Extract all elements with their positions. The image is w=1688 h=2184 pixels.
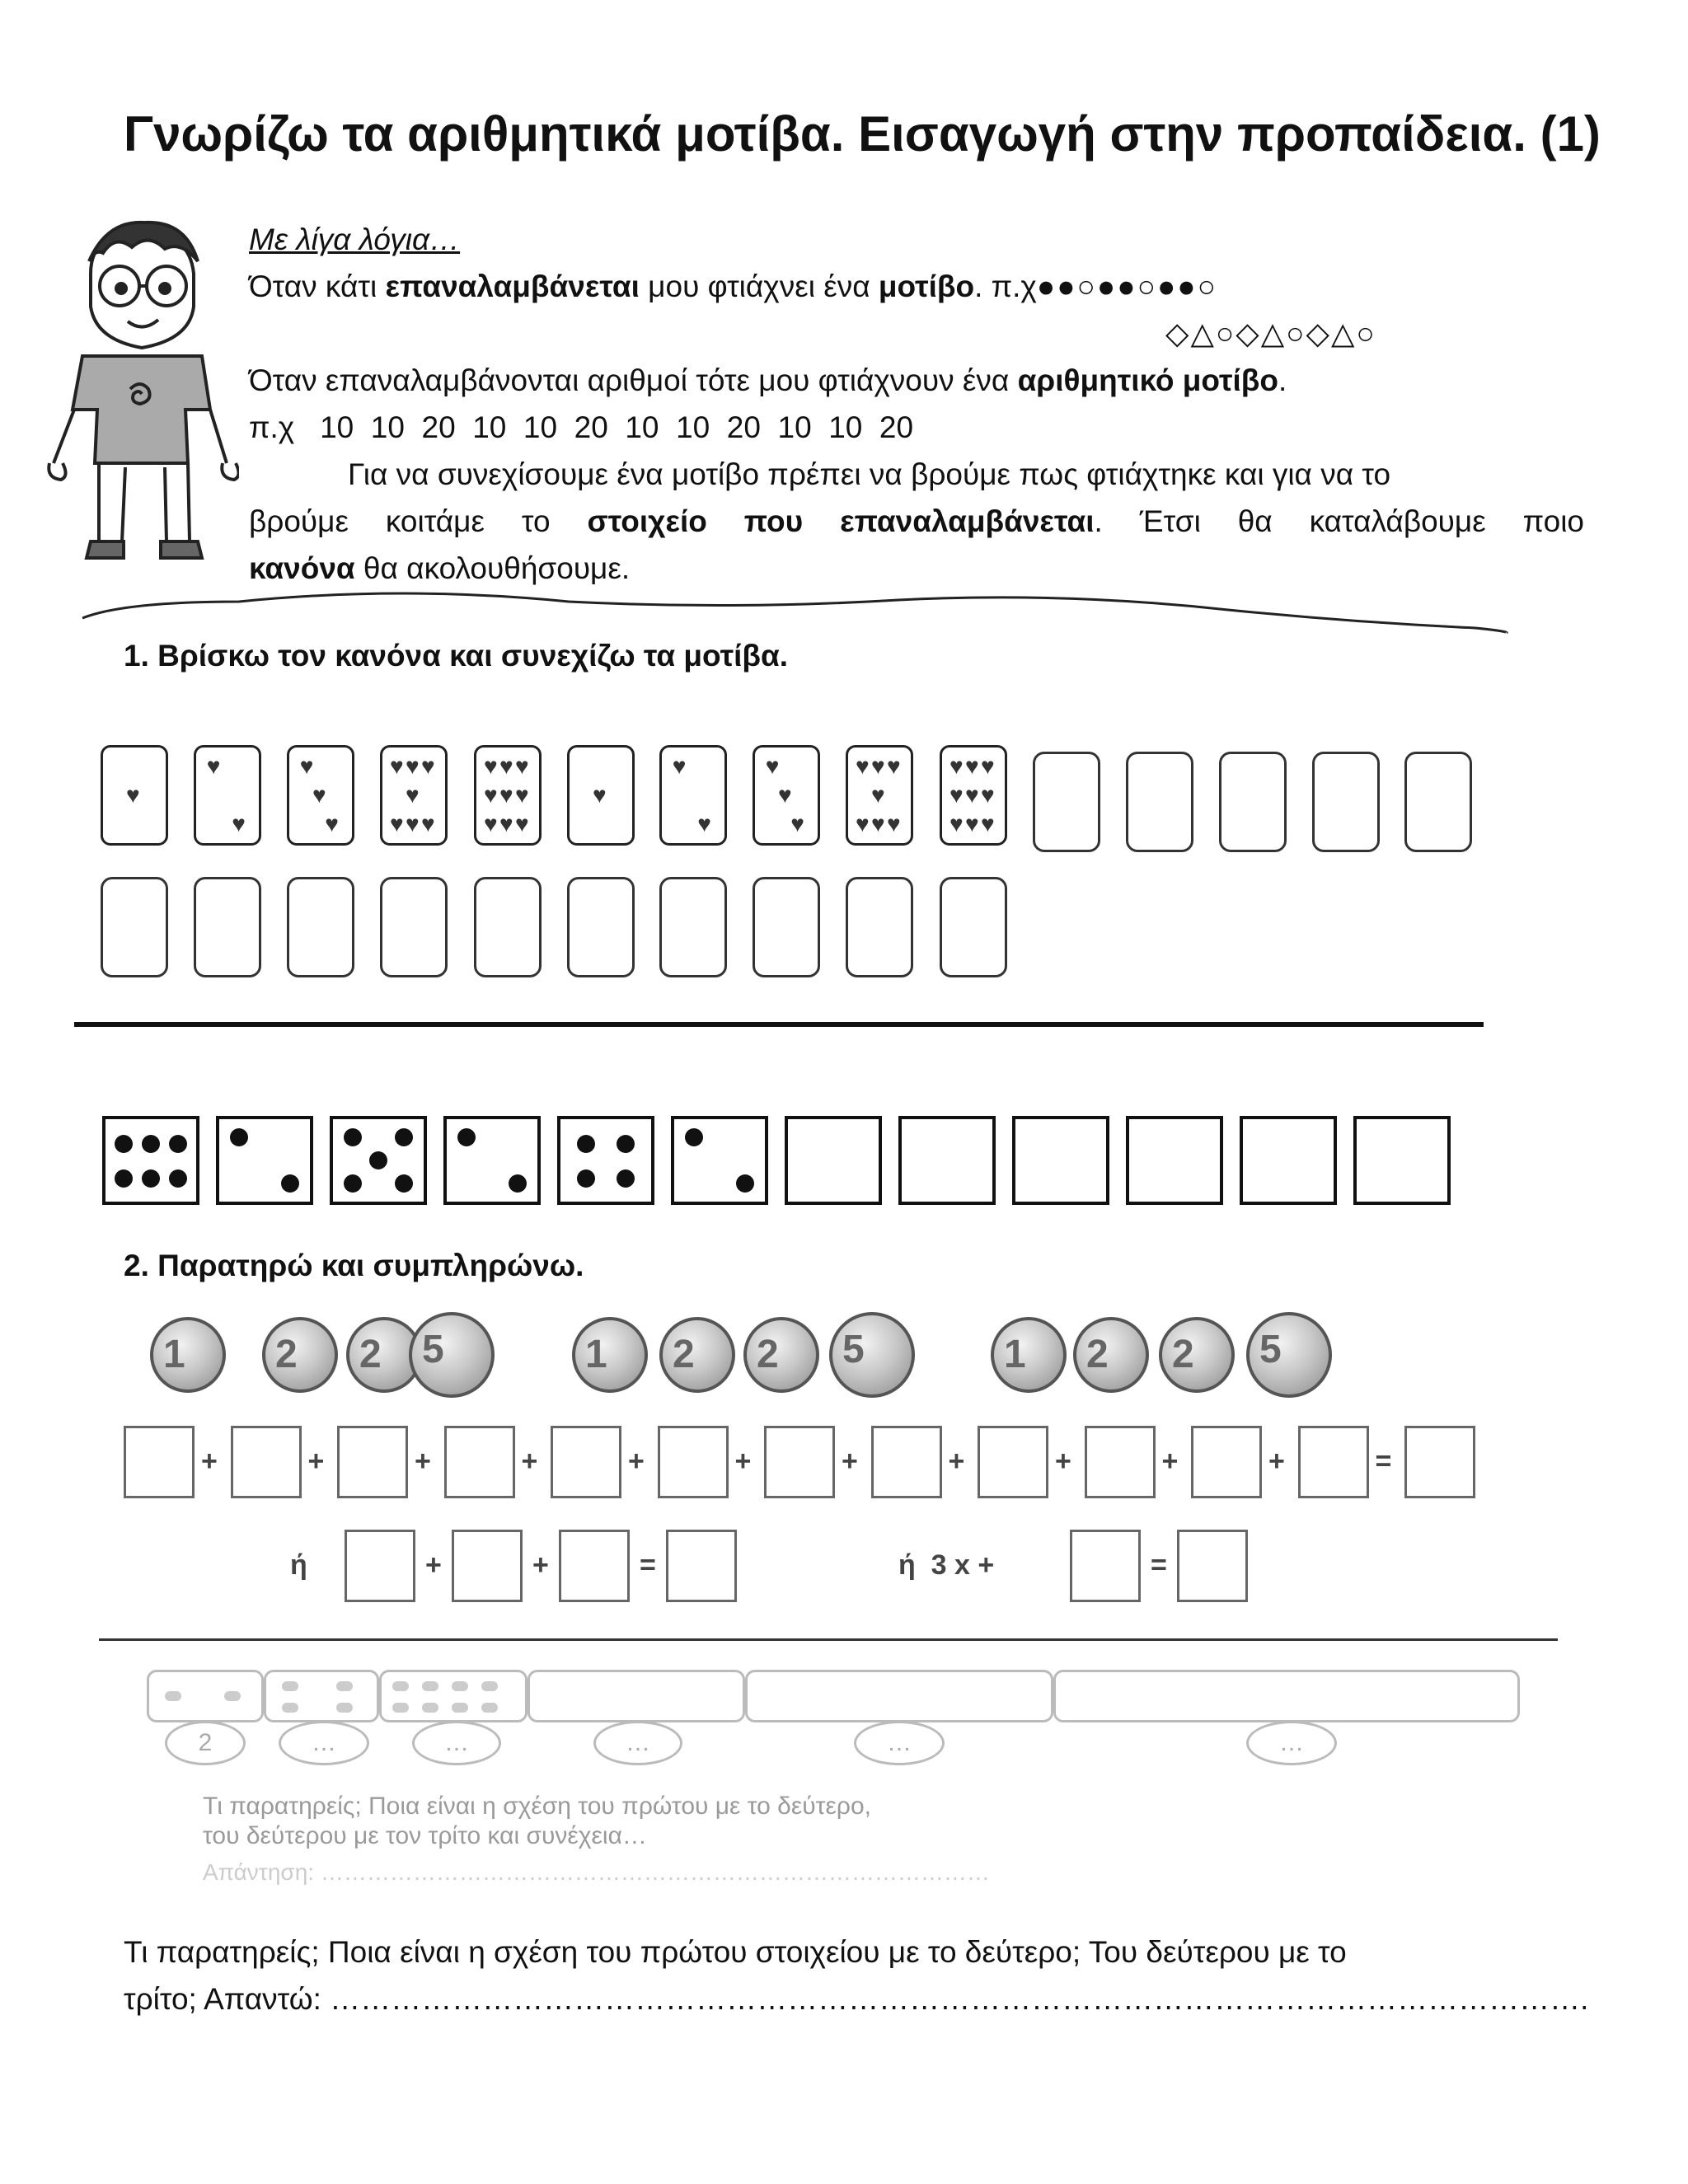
shape-pattern-example: ◇△○◇△○◇△○ <box>1165 316 1376 350</box>
heart-card <box>287 745 354 846</box>
train-wheel: 2 <box>165 1721 246 1765</box>
answer-box[interactable] <box>452 1530 523 1602</box>
answer-box[interactable] <box>124 1426 195 1498</box>
die-pip <box>281 1174 299 1193</box>
answer-box[interactable] <box>1070 1530 1141 1602</box>
heart-icon: ♥ <box>484 753 498 780</box>
heart-icon: ♥ <box>406 753 420 780</box>
heart-icon: ♥ <box>484 782 498 808</box>
die-pip <box>115 1169 133 1188</box>
times-expression: ή 3 x + <box>898 1549 995 1581</box>
die-pip <box>142 1135 160 1153</box>
intro-keyword-number-pattern: αριθμητικό μοτίβο <box>1017 363 1278 397</box>
answer-box[interactable] <box>559 1530 630 1602</box>
train-dot <box>481 1703 498 1713</box>
exercise-1-heading: 1. Βρίσκω τον κανόνα και συνεχίζω τα μοτίβα. <box>124 639 789 673</box>
plus-sign: + <box>1055 1446 1071 1477</box>
heart-icon: ♥ <box>965 810 979 837</box>
train-car-2 <box>264 1670 379 1722</box>
plus-sign: + <box>1268 1446 1285 1477</box>
plus-sign: + <box>734 1446 752 1477</box>
heart-icon: ♥ <box>299 753 314 780</box>
intro-line5-text: βρούμε κοιτάμε το <box>249 504 588 538</box>
train-wheel: … <box>279 1721 369 1765</box>
train-dot <box>481 1681 498 1691</box>
heart-icon: ♥ <box>981 753 995 780</box>
intro-line-1 <box>249 263 1584 310</box>
coin-value: 2 <box>673 1333 695 1376</box>
coin-value: 1 <box>1004 1333 1026 1376</box>
heart-icon: ♥ <box>390 753 404 780</box>
heart-card <box>380 745 448 846</box>
heart-icon: ♥ <box>406 810 420 837</box>
blank-die-box[interactable] <box>1240 1116 1337 1205</box>
die-face <box>216 1116 313 1205</box>
blank-die-box[interactable] <box>1012 1116 1109 1205</box>
plus-sign: + <box>415 1446 431 1477</box>
die-pip <box>457 1128 476 1146</box>
heart-icon: ♥ <box>515 753 529 780</box>
plus-sign: + <box>532 1549 549 1581</box>
answer-box[interactable] <box>666 1530 737 1602</box>
cent-coin-icon <box>659 1317 735 1393</box>
plus-sign: + <box>307 1446 325 1477</box>
faded-question <box>203 1792 871 1851</box>
die-pip <box>395 1174 413 1193</box>
blank-card[interactable] <box>1219 752 1287 852</box>
coin-value: 1 <box>585 1333 607 1376</box>
blank-die-box[interactable] <box>1353 1116 1451 1205</box>
blank-die-box[interactable] <box>898 1116 996 1205</box>
train-dot <box>392 1703 409 1713</box>
heart-icon: ♥ <box>697 810 711 837</box>
die-face <box>330 1116 427 1205</box>
train-wheel: … <box>854 1721 945 1765</box>
coin-value: 1 <box>163 1333 185 1376</box>
intro-keyword-pattern: μοτίβο <box>878 269 975 303</box>
train-car-3 <box>379 1670 528 1722</box>
blank-card[interactable] <box>474 877 542 977</box>
blank-card[interactable] <box>380 877 448 977</box>
heart-icon: ♥ <box>778 782 792 808</box>
intro-line1-text2: μου φτιάχνει ένα <box>639 269 879 303</box>
number-pattern-example: π.χ 10 10 20 10 10 20 10 10 20 10 10 20 <box>249 410 914 444</box>
heart-icon: ♥ <box>593 782 607 808</box>
blank-card[interactable] <box>659 877 727 977</box>
blank-card[interactable] <box>753 877 820 977</box>
train-dot <box>224 1691 241 1701</box>
heart-icon: ♥ <box>421 753 435 780</box>
blank-card[interactable] <box>940 877 1007 977</box>
cent-coin-icon <box>1159 1317 1235 1393</box>
heart-icon: ♥ <box>856 810 870 837</box>
heart-icon: ♥ <box>965 753 979 780</box>
blank-card[interactable] <box>1126 752 1193 852</box>
faded-question-line-2: του δεύτερου με τον τρίτο και συνέχεια… <box>203 1822 647 1849</box>
cent-coin-icon <box>150 1317 226 1393</box>
train-dot <box>422 1703 438 1713</box>
heart-icon: ♥ <box>312 782 326 808</box>
heart-card <box>846 745 913 846</box>
heart-icon: ♥ <box>406 782 420 808</box>
cent-coin-icon <box>743 1317 819 1393</box>
train-dot <box>282 1681 298 1691</box>
die-pip <box>344 1174 362 1193</box>
train-dot <box>452 1681 468 1691</box>
die-pip <box>169 1169 187 1188</box>
final-answer-line[interactable]: τρίτο; Απαντώ: ……………………………………………………………………………………………………………. <box>124 1982 1589 2016</box>
heart-icon: ♥ <box>325 810 339 837</box>
blank-card[interactable] <box>101 877 168 977</box>
die-face <box>671 1116 768 1205</box>
train-dot <box>452 1703 468 1713</box>
heart-card <box>659 745 727 846</box>
coin-value: 2 <box>359 1333 382 1376</box>
faded-answer-line: Απάντηση: …………………………………………………………………………… <box>203 1859 990 1885</box>
heart-icon: ♥ <box>965 782 979 808</box>
die-pip <box>617 1135 635 1153</box>
section-divider <box>74 1022 1484 1027</box>
plus-sign: + <box>1161 1446 1179 1477</box>
heart-icon: ♥ <box>871 810 885 837</box>
coin-value: 5 <box>422 1328 444 1371</box>
intro-line-4: Για να συνεχίσουμε ένα μοτίβο πρέπει να βρούμε πως φτιάχτηκε και για να το <box>348 457 1391 491</box>
final-question <box>124 1929 1588 2022</box>
answer-box[interactable] <box>764 1426 835 1498</box>
cent-coin-icon <box>1073 1317 1149 1393</box>
coin-value: 2 <box>1086 1333 1109 1376</box>
answer-box[interactable] <box>871 1426 942 1498</box>
die-pip <box>169 1135 187 1153</box>
train-dot <box>392 1681 409 1691</box>
train-car-4 <box>528 1670 745 1722</box>
heart-icon: ♥ <box>515 782 529 808</box>
heart-icon: ♥ <box>499 782 513 808</box>
heart-card <box>753 745 820 846</box>
answer-box[interactable] <box>231 1426 302 1498</box>
die-pip <box>344 1128 362 1146</box>
die-pip <box>115 1135 133 1153</box>
train-dot <box>282 1703 298 1713</box>
heart-card <box>940 745 1007 846</box>
train-wheel: … <box>1246 1721 1337 1765</box>
train-dot <box>422 1681 438 1691</box>
intro-line5-end: . Έτσι θα καταλάβουμε ποιο <box>1094 504 1584 538</box>
intro-line6-end: θα ακολουθήσουμε. <box>354 551 631 585</box>
plus-sign: + <box>201 1446 218 1477</box>
coin-value: 5 <box>842 1328 865 1371</box>
coin-value: 5 <box>1259 1328 1282 1371</box>
die-pip <box>577 1135 595 1153</box>
heart-icon: ♥ <box>950 782 964 808</box>
die-pip <box>685 1128 703 1146</box>
or-label-1: ή <box>290 1549 307 1581</box>
blank-card[interactable] <box>1404 752 1472 852</box>
answer-box[interactable] <box>1298 1426 1369 1498</box>
die-face <box>557 1116 654 1205</box>
heart-icon: ♥ <box>950 810 964 837</box>
heart-icon: ♥ <box>499 810 513 837</box>
heart-icon: ♥ <box>871 782 885 808</box>
train-car-5 <box>745 1670 1053 1722</box>
coin-value: 2 <box>1172 1333 1194 1376</box>
heart-icon: ♥ <box>765 753 780 780</box>
die-pip <box>369 1151 387 1169</box>
train-dot <box>165 1691 181 1701</box>
blank-card[interactable] <box>1312 752 1380 852</box>
heart-icon: ♥ <box>887 753 901 780</box>
heart-card <box>101 745 168 846</box>
blank-card[interactable] <box>846 877 913 977</box>
intro-line1-text: Όταν κάτι <box>249 269 386 303</box>
die-pip <box>509 1174 527 1193</box>
heart-icon: ♥ <box>950 753 964 780</box>
boy-illustration <box>41 216 239 579</box>
faded-question-line-1: Τι παρατηρείς; Ποια είναι η σχέση του πρώτου με το δεύτερο, <box>203 1793 871 1820</box>
answer-box[interactable] <box>1085 1426 1156 1498</box>
heart-icon: ♥ <box>421 810 435 837</box>
intro-lead: Με λίγα λόγια… <box>249 223 461 256</box>
cent-coin-icon <box>991 1317 1067 1393</box>
cent-coin-icon <box>409 1312 495 1398</box>
intro-example-label: . π.χ <box>974 269 1037 303</box>
answer-box[interactable] <box>1404 1426 1475 1498</box>
heart-icon: ♥ <box>887 810 901 837</box>
heart-icon: ♥ <box>672 753 687 780</box>
cent-coin-icon <box>262 1317 338 1393</box>
die-pip <box>395 1128 413 1146</box>
equals-sign: = <box>1151 1549 1167 1581</box>
blank-card[interactable] <box>194 877 261 977</box>
plus-sign: + <box>842 1446 858 1477</box>
intro-line-2 <box>249 357 1584 404</box>
plus-sign: + <box>521 1446 538 1477</box>
die-pip <box>142 1169 160 1188</box>
train-dot <box>336 1681 353 1691</box>
train-dot <box>336 1703 353 1713</box>
cent-coin-icon <box>572 1317 648 1393</box>
die-face <box>102 1116 199 1205</box>
intro-keyword-rule: κανόνα <box>249 551 355 585</box>
answer-box[interactable] <box>345 1530 415 1602</box>
exercise-2-heading: 2. Παρατηρώ και συμπληρώνω. <box>124 1249 584 1282</box>
heart-card <box>567 745 635 846</box>
blank-card[interactable] <box>287 877 354 977</box>
heart-icon: ♥ <box>206 753 221 780</box>
die-pip <box>617 1169 635 1188</box>
heart-icon: ♥ <box>871 753 885 780</box>
blank-die-box[interactable] <box>1126 1116 1223 1205</box>
cent-coin-icon <box>1246 1312 1332 1398</box>
die-pip <box>736 1174 754 1193</box>
intro-line2-end: . <box>1278 363 1287 397</box>
heart-icon: ♥ <box>390 810 404 837</box>
answer-box[interactable] <box>978 1426 1048 1498</box>
section-divider-2 <box>99 1638 1558 1641</box>
answer-box[interactable] <box>1177 1530 1248 1602</box>
equals-sign: = <box>1375 1446 1392 1477</box>
circle-pattern-example: ●●○●●○●●○ <box>1036 269 1217 303</box>
answer-box[interactable] <box>658 1426 729 1498</box>
equals-sign: = <box>640 1549 656 1581</box>
plus-sign: + <box>948 1446 965 1477</box>
heart-icon: ♥ <box>856 753 870 780</box>
intro-keyword-repeats: επαναλαμβάνεται <box>385 269 640 303</box>
answer-box[interactable] <box>551 1426 621 1498</box>
final-question-line-1: Τι παρατηρείς; Ποια είναι η σχέση του πρώτου στοιχείου με το δεύτερο; Του δεύτερου με το <box>124 1935 1347 1969</box>
intro-keyword-repeating-element: στοιχείο που επαναλαμβάνεται <box>587 504 1095 538</box>
die-face <box>443 1116 541 1205</box>
die-pip <box>230 1128 248 1146</box>
blank-card[interactable] <box>567 877 635 977</box>
coin-value: 2 <box>275 1333 298 1376</box>
plus-sign: + <box>425 1549 442 1581</box>
coin-value: 2 <box>757 1333 779 1376</box>
train-wheel: … <box>412 1721 501 1765</box>
heart-card <box>474 745 542 846</box>
page-title: Γνωρίζω τα αριθμητικά μοτίβα. Εισαγωγή στην προπαίδεια. (1) <box>124 106 1601 162</box>
heart-icon: ♥ <box>484 810 498 837</box>
train-car-6 <box>1053 1670 1520 1722</box>
heart-icon: ♥ <box>790 810 804 837</box>
heart-icon: ♥ <box>126 782 140 808</box>
heart-icon: ♥ <box>981 782 995 808</box>
answer-box[interactable] <box>337 1426 408 1498</box>
intro-line-5 <box>249 498 1584 545</box>
blank-card[interactable] <box>1033 752 1100 852</box>
blank-die-box[interactable] <box>785 1116 882 1205</box>
intro-line2-text: Όταν επαναλαμβάνονται αριθμοί τότε μου φτιάχνουν ένα <box>249 363 1018 397</box>
heart-icon: ♥ <box>515 810 529 837</box>
heart-card <box>194 745 261 846</box>
intro-text <box>249 216 1584 592</box>
heart-icon: ♥ <box>981 810 995 837</box>
answer-box[interactable] <box>444 1426 515 1498</box>
cent-coin-icon <box>829 1312 915 1398</box>
heart-icon: ♥ <box>499 753 513 780</box>
plus-sign: + <box>628 1446 645 1477</box>
die-pip <box>577 1169 595 1188</box>
heart-icon: ♥ <box>232 810 246 837</box>
train-wheel: … <box>593 1721 682 1765</box>
answer-box[interactable] <box>1191 1426 1262 1498</box>
